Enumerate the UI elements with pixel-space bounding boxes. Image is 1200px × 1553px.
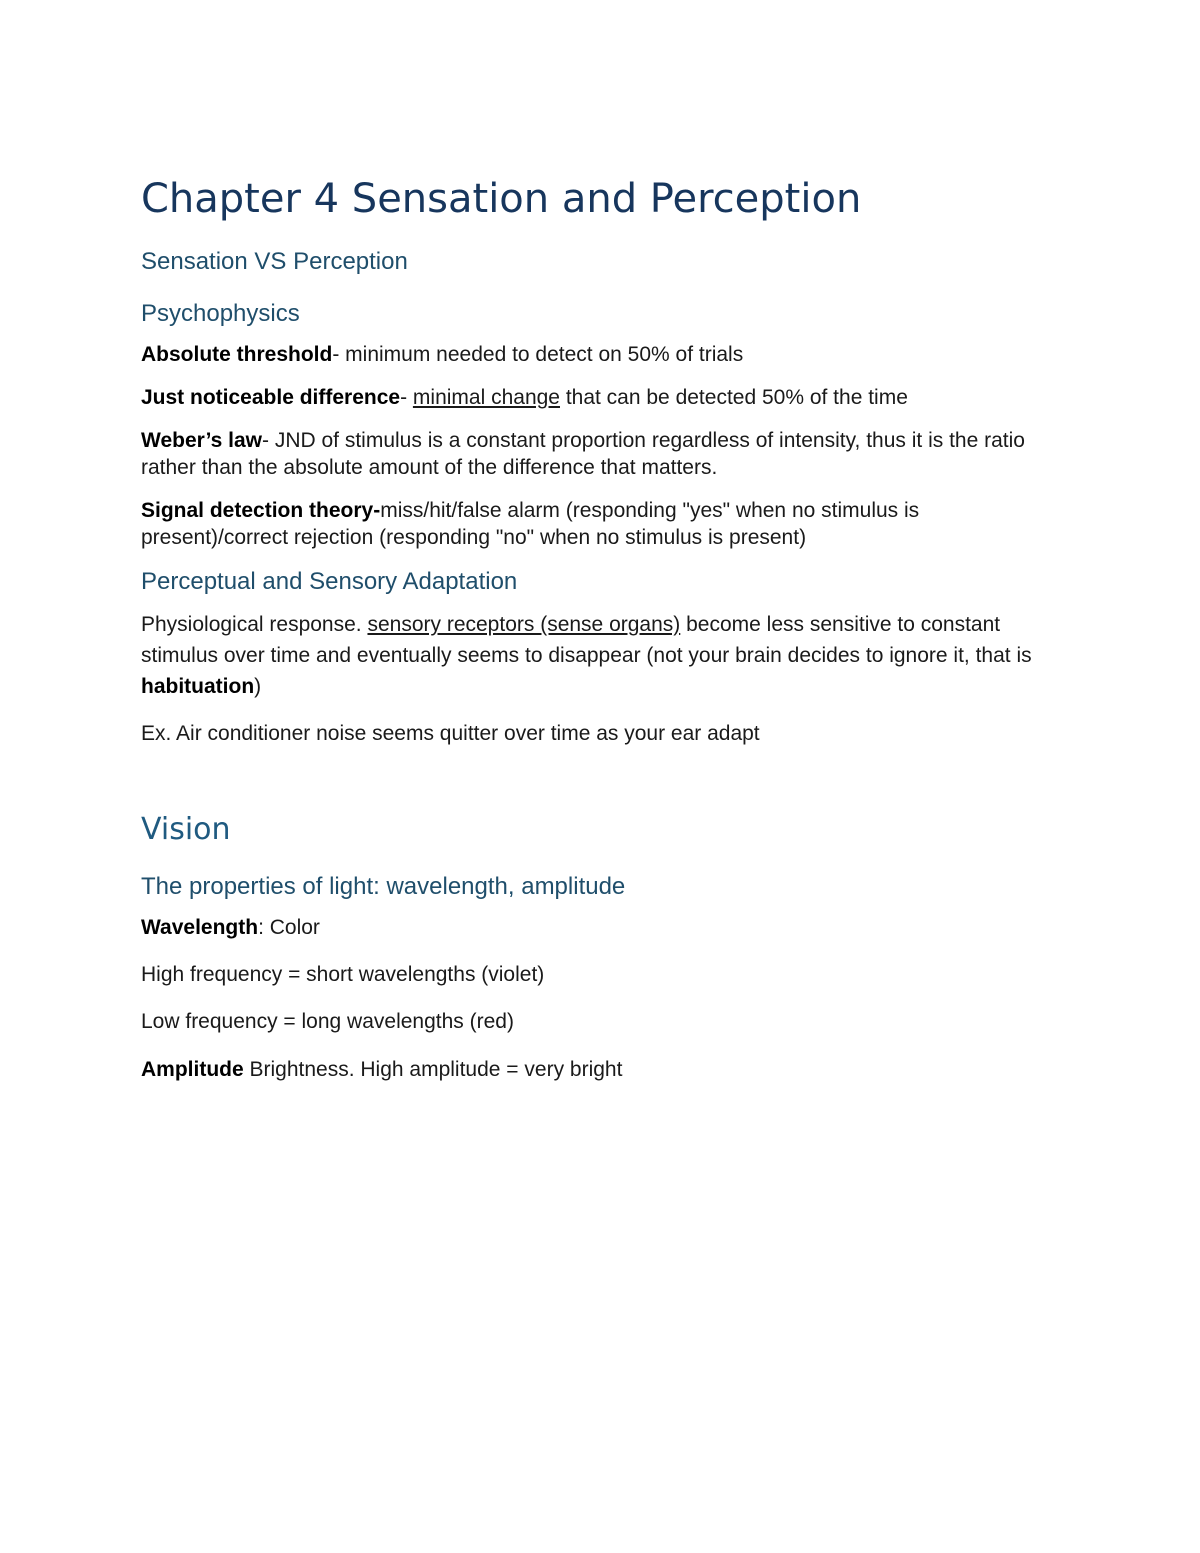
amplitude-definition: Brightness. High amplitude = very bright [243,1058,623,1081]
amplitude-paragraph [141,1056,1056,1083]
adaptation-paragraph [141,609,1056,702]
wavelength-definition: : Color [258,916,320,939]
amplitude-term: Amplitude [141,1058,244,1081]
heading-vision: Vision [141,812,231,847]
low-frequency-line: Low frequency = long wavelengths (red) [141,1010,514,1033]
signal-detection-paragraph [141,497,1056,551]
adaptation-intro: Physiological response. [141,613,368,636]
signal-detection-definition: miss/hit/false alarm (responding "yes" when no stimulus is present)/correct rejection (responding "no" when no stimulus is present) [141,499,920,549]
absolute-threshold-definition: - minimum needed to detect on 50% of trials [332,343,744,366]
absolute-threshold-paragraph [141,341,1056,368]
jnd-term: Just noticeable difference [141,386,401,409]
adaptation-underlined-text: sensory receptors (sense organs) [367,613,681,636]
heading-psychophysics: Psychophysics [141,300,300,327]
absolute-threshold-term: Absolute threshold [141,343,333,366]
high-frequency-line: High frequency = short wavelengths (violet) [141,963,545,986]
jnd-underlined-text: minimal change [412,386,560,409]
wavelength-term: Wavelength [141,916,259,939]
webers-law-term: Weber’s law [141,429,262,452]
heading-light-properties: The properties of light: wavelength, amplitude [141,873,626,900]
adaptation-example: Ex. Air conditioner noise seems quitter over time as your ear adapt [141,722,760,745]
jnd-separator: - [400,386,413,409]
jnd-definition: that can be detected 50% of the time [559,386,908,409]
page-title: Chapter 4 Sensation and Perception [141,176,862,222]
jnd-paragraph [141,384,1056,411]
wavelength-paragraph [141,914,1056,941]
habituation-term: habituation [141,675,255,698]
heading-sensation-vs-perception: Sensation VS Perception [141,248,408,275]
signal-detection-term: Signal detection theory- [141,499,381,522]
adaptation-body: become less sensitive to constant stimulus over time and eventually seems to disappear (not your brain decides to ignore it, that is [141,613,1032,667]
adaptation-close: ) [254,675,262,698]
heading-adaptation: Perceptual and Sensory Adaptation [141,568,518,595]
webers-law-definition: - JND of stimulus is a constant proportion regardless of intensity, thus it is the ratio rather than the absolute amount of the difference that matters. [141,429,1025,479]
webers-law-paragraph [141,427,1056,481]
